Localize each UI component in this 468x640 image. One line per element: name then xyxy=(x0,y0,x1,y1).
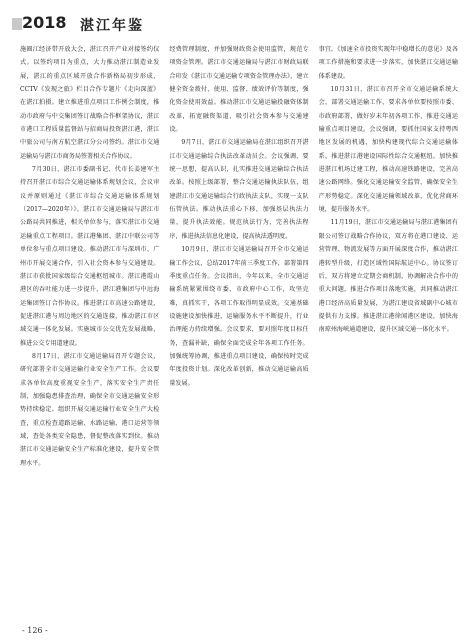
paragraph: 9月7日，湛江市交通运输局在湛江组织召开湛江市交通运输综合执法改革动员会。会议强调，要统一思想，提高认识，扎实推进交通运输综合执法改革。按照上级部署，整合交通运输执法队伍，组建湛江市交通运输综合行政执法支队，实现一支队伍管执法。推动执法重心下移，加强基层执法力量，提升执法效能。规范执法行为，完善执法程序，推进执法信息化建设，提高执法透明度。 xyxy=(169,139,309,240)
paragraph: 事宜。《加速全市投资实现年中稳增长的意见》及各项工作措施和要求进一步落实，加快湛江交通运输体系建设。 xyxy=(318,46,458,80)
paragraph: 10月31日，湛江市召开全市交通运输系统大会，部署交通运输工作，要求各单位要按照市委、市政府部署，做好岁末年初各项工作，推进交通运输重点项目建设。会议强调，要抓住国家支持粤西地区发展的机遇，加快构建现代综合交通运输体系，推进湛江港建设国际性综合交通枢纽。加快推进湛江机场迁建工程，推动高速铁路建设，完善高速公路网络。强化交通运输安全监管，确保安全生产形势稳定。深化交通运输领域改革，优化营商环境，提升服务水平。 xyxy=(318,86,458,214)
text-column-left xyxy=(20,43,159,613)
paragraph: 7月30日，湛江市委副书记、代市长姜建军主持召开湛江市综合交通运输体系规划会议，会议审议并原则通过《湛江市综合交通运输体系规划（2017—2020年）》。湛江市交通运输局与湛江市公路局共同推进，相关单位参与，落实湛江市交通运输重点工程项目。湛江港集团、湛江中联公司等单位参与重点项目建设。推动湛江市与深圳市、广州市开展交通合作，引入社会资本参与交通建设。湛江市获批国家级综合交通枢纽城市。湛江港霞山港区的吞吐能力进一步提升，湛江港集团与中远海运集团签订合作协议。推进湛江市高速公路建设，促进湛江港与周边地区的交通连接，推动湛江市区域交通一体化发展。实施城市公交优先发展战略，推进公交专用道建设。 xyxy=(20,166,160,347)
yearbook-title: 湛江年鉴 xyxy=(80,18,144,34)
header-accent-bar xyxy=(12,18,22,30)
paragraph: 经费管理制度，并加强财政资金使用监管，规范专项资金管理。湛江市交通运输局与湛江市财政局联合印发《湛江市交通运输专项资金管理办法》，建立健全资金拨付、使用、监督、绩效评价等制度，强化资金使用效益。推动湛江市交通运输投融资体制改革，拓宽融资渠道，吸引社会资本参与交通建设。 xyxy=(169,46,309,134)
paragraph: 10月9日，湛江市交通运输局召开全市交通运输工作会议，总结2017年前三季度工作，部署第四季度重点任务。会议指出，今年以来，全市交通运输系统紧紧围绕市委、市政府中心工作，攻坚克难，真抓实干，各项工作取得明显成效。交通基础设施建设加快推进，运输服务水平不断提升，行业治理能力持续增强。会议要求，要对照年度目标任务，查漏补缺，确保全面完成全年各项工作任务。加强统筹协调，推进重点项目建设，确保按时完成年度投资计划。深化改革创新，推动交通运输高质量发展。 xyxy=(169,246,309,387)
paragraph: 施圈江经济带开放大会，湛江召开产业对接签约仪式。以签约项目为重点，大力推动湛江制造业发展，湛江的重点区域开放合作新格局初步形成，CCTV《发现之旅》栏目合作专题片《走向深蓝》在湛江拍摄。建立推进重点项目工作例会制度，推动市政府与中交集团签订战略合作框架协议，湛江市港口工程质量监督站与招商局投资湛江港，湛江中旅公司与南方航空湛江分公司签约。湛江市交通运输局与湛江市商务局签署相关合作协议。 xyxy=(20,46,160,160)
body-columns xyxy=(20,43,458,613)
yearbook-year: 2018 xyxy=(22,13,67,32)
page-header xyxy=(0,0,468,40)
text-column-middle xyxy=(169,43,308,613)
paragraph: 11月19日，湛江市交通运输局与湛江港集团有限公司签订战略合作协议，双方将在港口建设、运营管理、物流发展等方面开展深度合作，推动湛江港转型升级，打造区域性国际航运中心。协议签订后，双方将建立定期会商机制，协调解决合作中的重大问题，推进合作项目落地实施，共同推动湛江港口经济高质量发展，为湛江建设省域副中心城市提供有力支撑。推进湛江港徐闻港区建设，加快海南琼州海峡通道建设，提升区域交通一体化水平。 xyxy=(318,219,458,334)
text-column-right xyxy=(319,43,458,613)
paragraph: 8月17日，湛江市交通运输局召开专题会议，研究部署全市交通运输行业安全生产工作。会议要求各单位高度重视安全生产，落实安全生产责任制，加强隐患排查治理，确保全市交通运输安全形势持续稳定。组织开展交通运输行业安全生产大检查，重点检查道路运输、水路运输、港口运营等领域，查处各类安全隐患，督促整改落实到位。推动湛江市交通运输安全生产标准化建设，提升安全管理水平。 xyxy=(20,352,160,467)
page-number: - 126 - xyxy=(22,626,48,635)
